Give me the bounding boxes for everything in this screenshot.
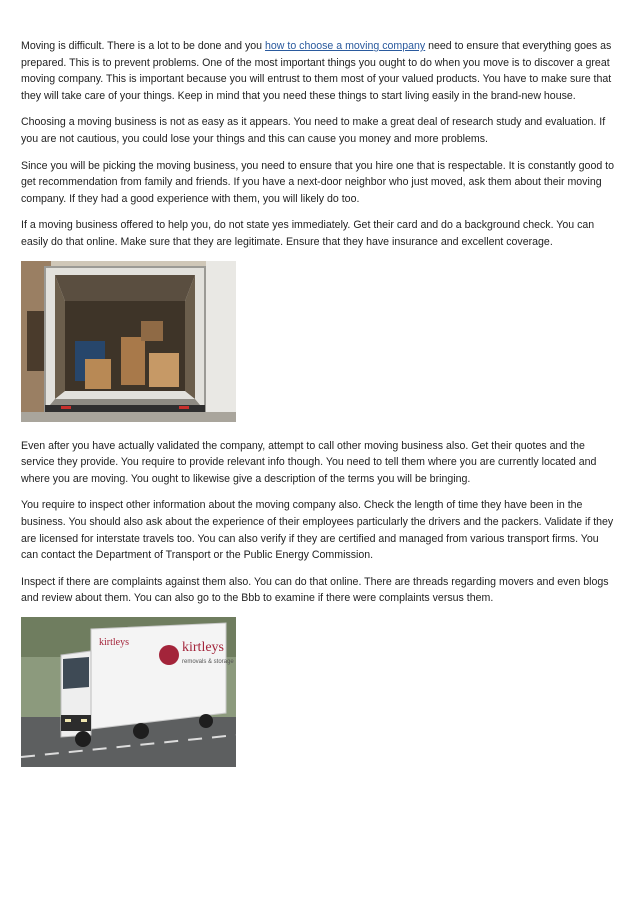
article [21, 38, 618, 767]
truck-brand-logo: kirtleys [182, 639, 224, 655]
removal-truck-illustration [21, 617, 236, 767]
paragraph-4: If a moving business offered to help you, do not state yes immediately. Get their card and do a background check. You can easily do that online. Make sure that they are legitimate. Ensure that they have insurance and excellent coverage. [21, 219, 595, 248]
paragraph-7: Inspect if there are complaints against them also. You can do that online. There are threads regarding movers and even blogs and review about them. You can also go to the Bbb to examine if there were complaints versus them. [21, 575, 609, 605]
paragraph-6: You require to inspect other information about the moving company also. Check the length of time they have been in the business. You should also ask about the experience of their employees particularly the drivers and the packers. Validate if they are licensed for interstate travels too. You can also verify if they are certified and managed from various transport firms. You can contact the Department of Transport or the Public Energy Commission. [21, 499, 614, 562]
paragraph-1-text-b: need to ensure that everything goes as prepared. This is to prevent problems. One of the most important things you ought to do when you move is to discover a great moving company. This is important because you will entrust to them most of your valued products. You have to make sure that they will take care of your things. Keep in mind that you need these things to start living easily in the brand-new house. [21, 40, 612, 102]
removal-truck-photo [21, 617, 236, 767]
paragraph-1-text-a: Moving is difficult. There is a lot to be done and you [21, 40, 265, 52]
truck-brand-small: kirtleys [99, 636, 129, 648]
truck-interior-photo [21, 261, 236, 422]
paragraph-3: Since you will be picking the moving business, you need to ensure that you hire one that is respectable. It is constantly good to get recommendation from family and friends. If you have a next-door neighbor who just moved, ask them about their moving company. If they had a good experience with them, you will likely do too. [21, 159, 615, 205]
paragraph-1 [21, 38, 618, 104]
paragraph-2: Choosing a moving business is not as easy as it appears. You need to make a great deal of research study and evaluation. If you are not cautious, you could lose your things and this can cause you money and more problems. [21, 116, 606, 145]
truck-tagline: removals & storage [182, 658, 234, 665]
truck-interior-illustration [21, 261, 236, 422]
how-to-choose-link[interactable]: how to choose a moving company [265, 40, 426, 52]
paragraph-5: Even after you have actually validated the company, attempt to call other moving business also. Get their quotes and the service they provide. You require to provide relevant info though. You need to tell them where you are currently located and where you are moving. You ought to likewise give a description of the terms you will be bringing. [21, 439, 597, 485]
